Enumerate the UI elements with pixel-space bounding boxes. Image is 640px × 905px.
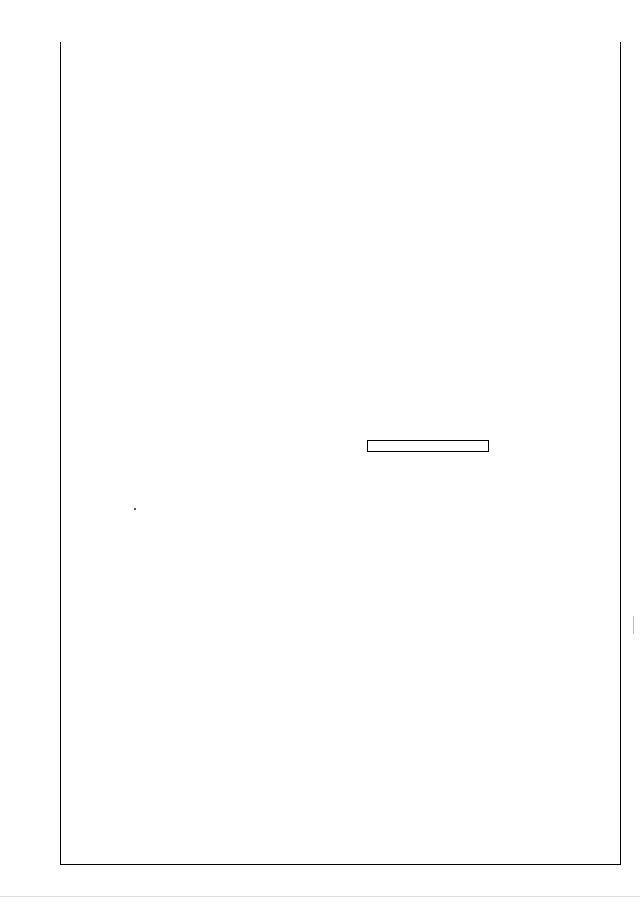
page-frame <box>60 42 621 865</box>
scan-dot <box>134 508 136 510</box>
scan-edge-mark <box>633 616 634 634</box>
scan-bottom-edge <box>0 896 640 897</box>
summary-input-190[interactable] <box>367 440 489 452</box>
